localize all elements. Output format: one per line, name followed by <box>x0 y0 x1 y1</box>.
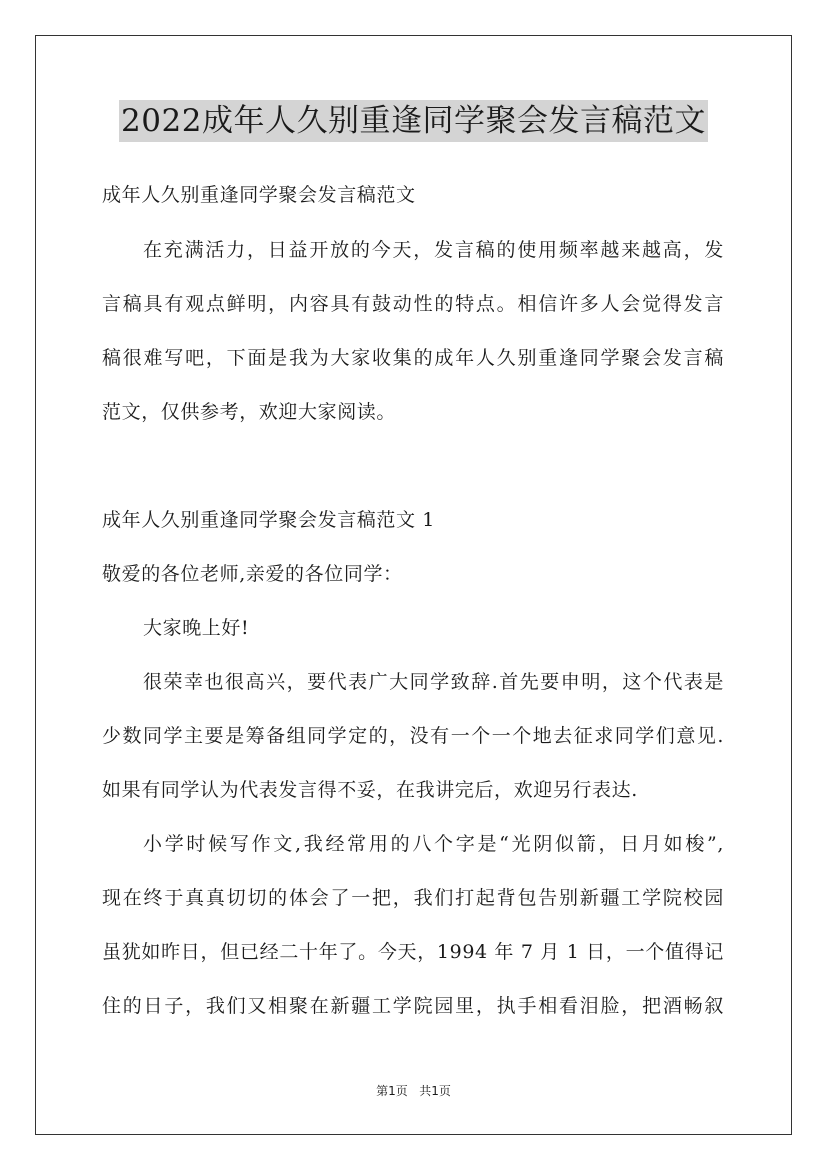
page-total: 共1页 <box>419 1084 451 1098</box>
section-heading: 成年人久别重逢同学聚会发言稿范文 <box>102 184 416 206</box>
greeting: 大家晚上好! <box>143 617 250 639</box>
document-title: 2022成年人久别重逢同学聚会发言稿范文 <box>119 100 708 142</box>
paragraph-line: 范文，仅供参考，欢迎大家阅读。 <box>102 401 397 423</box>
paragraph-line: 很荣幸也很高兴，要代表广大同学致辞.首先要申明，这个代表是 <box>143 671 724 693</box>
page-footer <box>0 1083 827 1099</box>
paragraph-line: 在充满活力，日益开放的今天，发言稿的使用频率越来越高，发 <box>143 239 724 261</box>
paragraph-line: 如果有同学认为代表发言得不妥，在我讲完后，欢迎另行表达. <box>102 779 638 801</box>
paragraph-line: 少数同学主要是筹备组同学定的，没有一个一个地去征求同学们意见. <box>102 725 724 747</box>
paragraph-line: 虽犹如昨日，但已经二十年了。今天，1994 年 7 月 1 日，一个值得记 <box>102 941 724 963</box>
paragraph-line: 住的日子，我们又相聚在新疆工学院园里，执手相看泪脸，把酒畅叙 <box>102 995 724 1017</box>
paragraph-line: 言稿具有观点鲜明，内容具有鼓动性的特点。相信许多人会觉得发言 <box>102 293 724 315</box>
paragraph-line: 稿很难写吧，下面是我为大家收集的成年人久别重逢同学聚会发言稿 <box>102 347 724 369</box>
section-heading: 成年人久别重逢同学聚会发言稿范文 1 <box>102 509 435 531</box>
salutation: 敬爱的各位老师,亲爱的各位同学： <box>102 563 403 585</box>
paragraph-line: 现在终于真真切切的体会了一把，我们打起背包告别新疆工学院校园 <box>102 887 724 909</box>
paragraph-line: 小学时候写作文,我经常用的八个字是“光阴似箭，日月如梭”, <box>143 833 724 855</box>
page-number: 第1页 <box>376 1084 408 1098</box>
title-container <box>0 100 827 142</box>
